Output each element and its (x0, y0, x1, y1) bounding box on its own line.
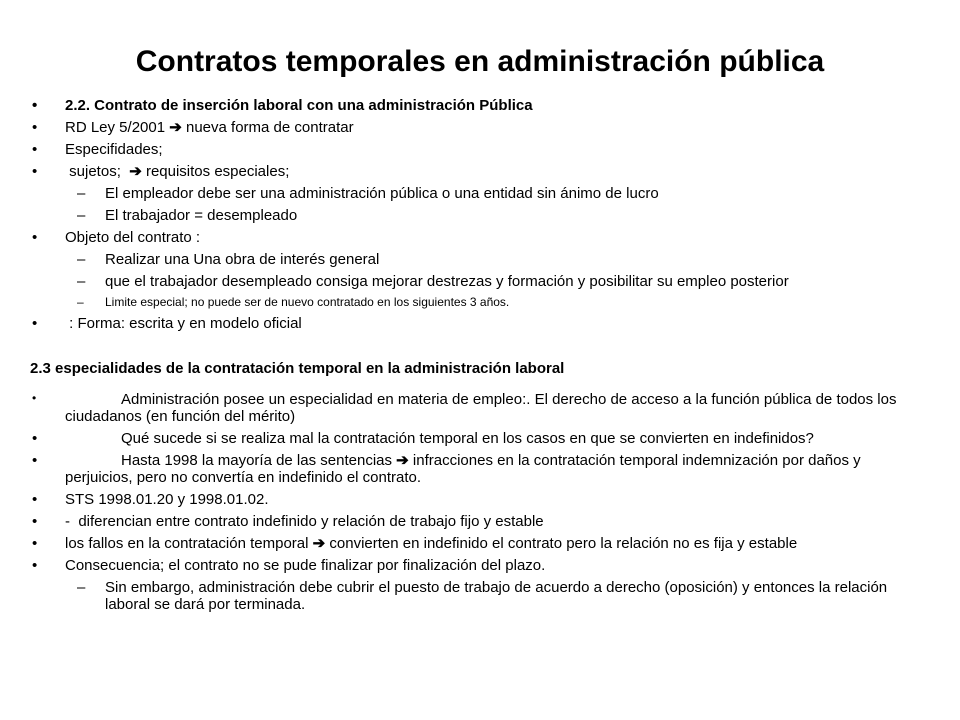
sub-item (30, 295, 930, 310)
bullet-item (30, 141, 930, 158)
sub-text: que el trabajador desempleado consiga mejorar destrezas y formación y posibilitar su empleo posterior (105, 273, 789, 290)
bullet-text: Administración posee un especialidad en materia de empleo:. El derecho de acceso a la función pública de todos los ciudadanos (en función del mérito) (65, 391, 897, 425)
slide-title: Contratos temporales en administración pública (135, 45, 825, 78)
arrow-icon: ➔ (169, 119, 182, 136)
bullet-text: sujetos; (65, 163, 126, 180)
arrow-icon: ➔ (396, 452, 409, 469)
bullet-marker: • (32, 315, 38, 332)
bullet-item (30, 163, 930, 180)
bullet-text: los fallos en la contratación temporal (65, 535, 313, 552)
bullet-item (30, 315, 930, 332)
bullet-item (30, 452, 930, 486)
sub-item (30, 273, 930, 290)
bullet-text: STS 1998.01.20 y 1998.01.02. (65, 491, 269, 508)
bullet-item (30, 535, 930, 552)
section-2-list (30, 391, 930, 613)
sub-text: El empleador debe ser una administración pública o una entidad sin ánimo de lucro (105, 185, 659, 202)
bullet-text: requisitos especiales; (141, 163, 290, 180)
bullet-text: convierten en indefinido el contrato pero la relación no es fija y estable (325, 535, 798, 552)
dash-marker: – (77, 251, 86, 268)
sub-item (30, 185, 930, 202)
arrow-icon: ➔ (129, 163, 142, 180)
bullet-item (30, 97, 930, 114)
bullet-marker: • (32, 229, 38, 246)
bullet-marker: • (32, 557, 38, 574)
bullet-text: - diferencian entre contrato indefinido y relación de trabajo fijo y estable (65, 513, 544, 530)
bullet-marker: • (32, 513, 38, 530)
bullet-marker: • (32, 430, 38, 447)
arrow-icon: ➔ (312, 535, 326, 552)
bullet-text: infracciones en la contratación temporal indemnización por daños y perjuicios, pero no convertía en indefinido el contrato. (65, 452, 861, 486)
bullet-text: Consecuencia; el contrato no se pude finalizar por finalización del plazo. (65, 557, 546, 574)
bullet-text: Qué sucede si se realiza mal la contratación temporal en los casos en que se convierten en indefinidos? (121, 430, 814, 447)
bullet-marker: • (32, 391, 37, 405)
sub-item (30, 251, 930, 268)
bullet-marker: • (32, 119, 38, 136)
sub-text: Sin embargo, administración debe cubrir el puesto de trabajo de acuerdo a derecho (oposición) y entonces la relación laboral se dará por terminada. (105, 579, 888, 613)
bullet-text: nueva forma de contratar (181, 119, 354, 136)
bullet-marker: • (32, 491, 38, 508)
dash-marker: – (77, 295, 84, 309)
dash-marker: – (77, 273, 86, 290)
bullet-marker: • (32, 452, 38, 469)
bullet-text: Especifidades; (65, 141, 163, 158)
bullet-item (30, 391, 930, 425)
bullet-text: Hasta 1998 la mayoría de las sentencias (121, 452, 397, 469)
sub-item (30, 579, 930, 613)
bullet-text: 2.2. Contrato de inserción laboral con una administración Pública (65, 97, 533, 114)
dash-marker: – (77, 579, 86, 596)
bullet-text: RD Ley 5/2001 (65, 119, 166, 136)
sub-text: El trabajador = desempleado (105, 207, 298, 224)
bullet-marker: • (32, 163, 38, 180)
sub-item (30, 207, 930, 224)
bullet-item (30, 229, 930, 246)
bullet-marker: • (32, 141, 38, 158)
bullet-marker: • (32, 97, 38, 114)
sub-text: Realizar una Una obra de interés general (105, 251, 380, 268)
bullet-item (30, 513, 930, 530)
bullet-text: Objeto del contrato : (65, 229, 201, 246)
section-heading: 2.3 especialidades de la contratación temporal en la administración laboral (30, 360, 565, 377)
dash-marker: – (77, 185, 86, 202)
slide-content (30, 97, 930, 618)
bullet-marker: • (32, 535, 38, 552)
bullet-text: : Forma: escrita y en modelo oficial (65, 315, 302, 332)
bullet-item (30, 430, 930, 447)
sub-text: Limite especial; no puede ser de nuevo contratado en los siguientes 3 años. (105, 295, 510, 309)
dash-marker: – (77, 207, 86, 224)
bullet-item (30, 119, 930, 136)
bullet-item (30, 491, 930, 508)
bullet-item (30, 557, 930, 574)
